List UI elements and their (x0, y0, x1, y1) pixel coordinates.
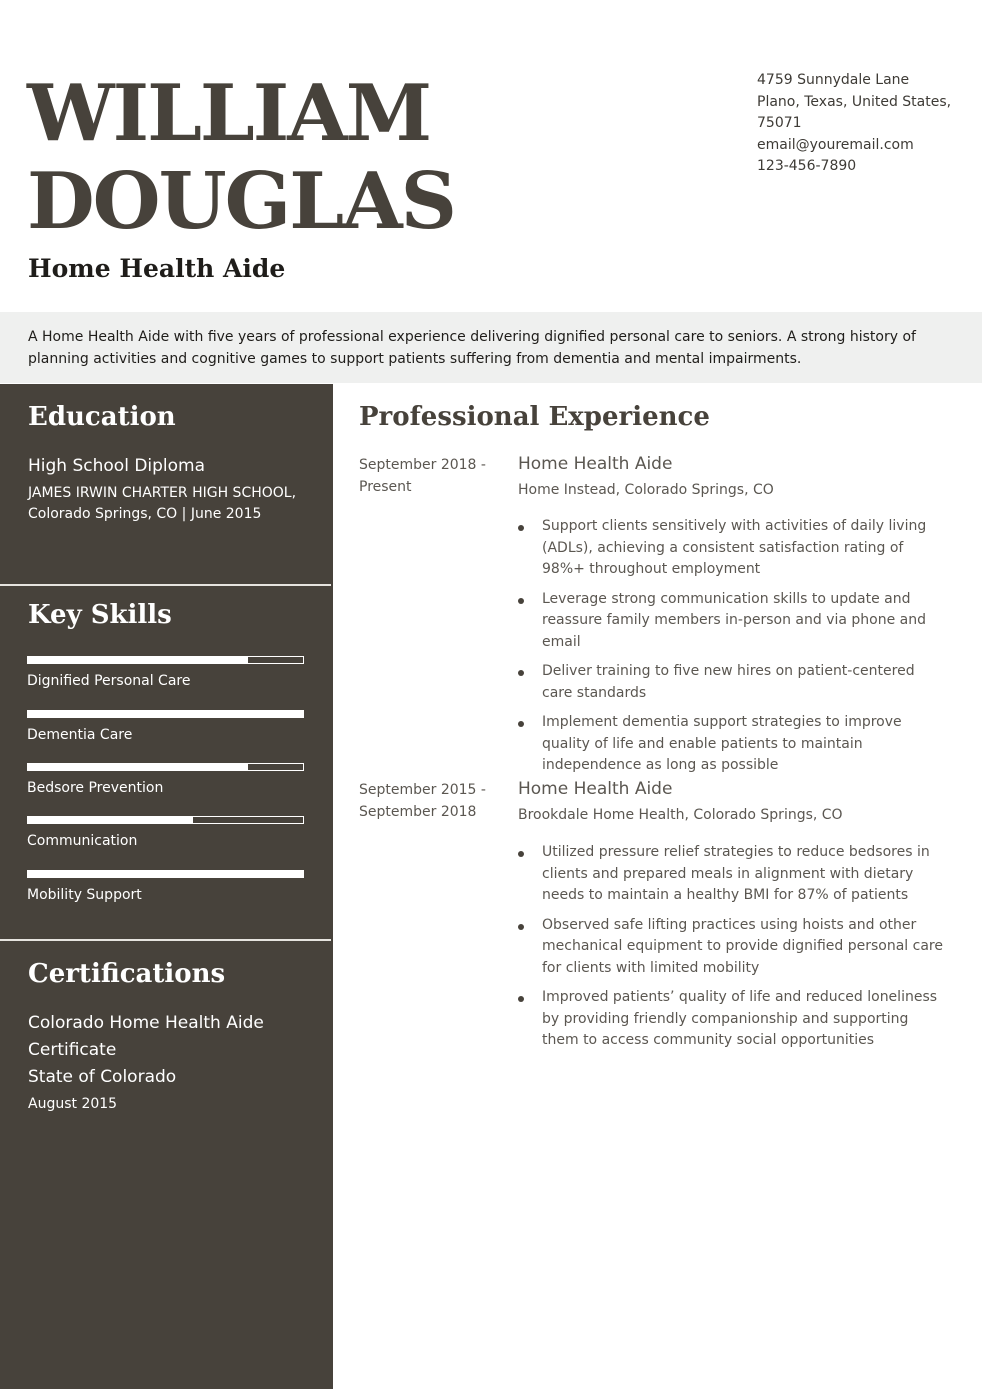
skill-bar (27, 816, 304, 824)
skill-label: Dementia Care (27, 727, 133, 743)
job-dates-start: September 2018 - (359, 457, 486, 473)
job-dates (359, 779, 499, 823)
job-dates-end: September 2018 (359, 804, 477, 820)
certification-name-line-2: Certificate (28, 1040, 117, 1060)
skill-bar (27, 710, 304, 718)
education-school: JAMES IRWIN CHARTER HIGH SCHOOL, Colorado Springs, CO | June 2015 (28, 485, 297, 522)
job-bullet: Improved patients’ quality of life and reduced loneliness by providing friendly companionship and supporting them to access community social opportunities (518, 987, 948, 1052)
skill-bar-fill (28, 764, 248, 770)
skill-label: Mobility Support (27, 887, 142, 903)
job-dates-start: September 2015 - (359, 782, 486, 798)
job-company: Home Instead, Colorado Springs, CO (518, 482, 774, 498)
address-line-3: 75071 (757, 115, 802, 131)
certification-name-line-1: Colorado Home Health Aide (28, 1013, 264, 1033)
summary-band (0, 312, 982, 383)
contact-block (757, 70, 962, 178)
job-bullet: Support clients sensitively with activities of daily living (ADLs), achieving a consistent satisfaction rating of 98%+ throughout employment (518, 516, 948, 581)
education-degree: High School Diploma (28, 456, 206, 476)
summary-text: A Home Health Aide with five years of professional experience delivering dignified personal care to seniors. A strong history of planning activities and cognitive games to support patients suffering from dementia and mental impairments. (28, 329, 916, 367)
skill-bar (27, 763, 304, 771)
skill-label: Communication (27, 833, 138, 849)
education-section (0, 384, 333, 584)
skill-bar (27, 870, 304, 878)
skill-bar (27, 656, 304, 664)
skills-heading: Key Skills (28, 600, 172, 630)
job-bullet: Deliver training to five new hires on patient-centered care standards (518, 661, 948, 704)
resume-header (0, 0, 982, 312)
job-dates-end: Present (359, 479, 412, 495)
skill-bar-fill (28, 711, 303, 717)
job-bullet: Leverage strong communication skills to update and reassure family members in-person and via phone and email (518, 589, 948, 654)
education-heading: Education (28, 402, 176, 432)
first-name: WILLIAM (27, 68, 431, 159)
last-name: DOUGLAS (27, 156, 455, 247)
skill-bar-fill (28, 657, 248, 663)
skill-label: Dignified Personal Care (27, 673, 191, 689)
job-company: Brookdale Home Health, Colorado Springs, CO (518, 807, 843, 823)
main-content (333, 384, 982, 1389)
job-title: Home Health Aide (518, 454, 673, 474)
phone-text: 123-456-7890 (757, 158, 857, 174)
skill-bar-fill (28, 817, 193, 823)
skill-label: Bedsore Prevention (27, 780, 164, 796)
job-dates (359, 454, 499, 498)
job-title: Home Health Aide (518, 779, 673, 799)
address-line-2: Plano, Texas, United States, (757, 93, 952, 110)
job-bullet: Utilized pressure relief strategies to reduce bedsores in clients and prepared meals in alignment with dietary needs to maintain a healthy BMI for 87% of patients (518, 842, 948, 907)
candidate-name (27, 70, 455, 246)
certifications-section (0, 941, 333, 1389)
job-bullet: Observed safe lifting practices using hoists and other mechanical equipment to provide dignified personal care for clients with limited mobility (518, 915, 948, 980)
email-text: email@youremail.com (757, 136, 914, 153)
address-line-1: 4759 Sunnydale Lane (757, 72, 910, 88)
job-bullet-list (518, 842, 948, 1060)
sidebar (0, 384, 333, 1389)
certification-date: August 2015 (28, 1096, 118, 1112)
certification-issuer: State of Colorado (28, 1067, 177, 1087)
certifications-heading: Certifications (28, 959, 226, 989)
experience-heading: Professional Experience (359, 402, 710, 432)
skill-bar-fill (28, 871, 303, 877)
skills-section (0, 586, 333, 939)
job-bullet-list (518, 516, 948, 785)
job-role-title: Home Health Aide (28, 254, 286, 283)
job-bullet: Implement dementia support strategies to improve quality of life and enable patients to maintain independence as long as possible (518, 712, 948, 777)
